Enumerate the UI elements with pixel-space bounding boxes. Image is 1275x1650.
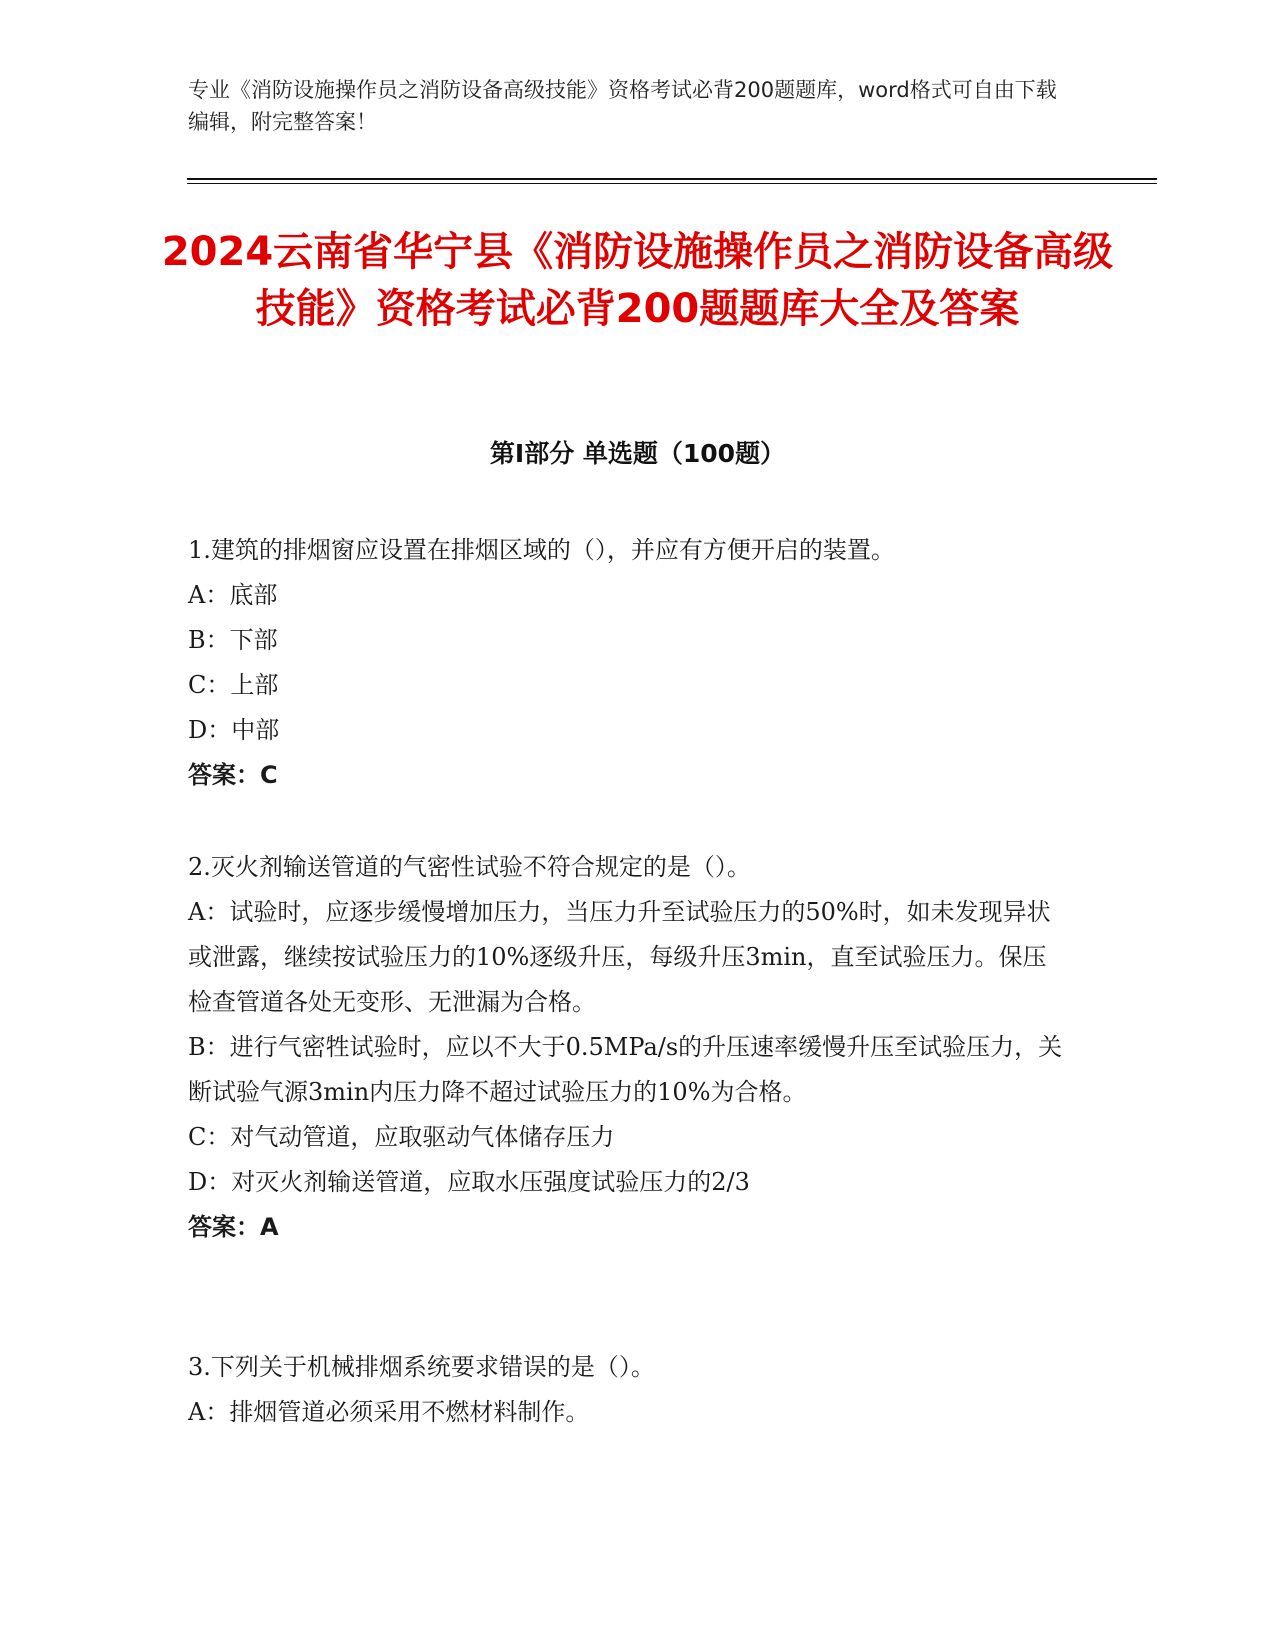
question-3 xyxy=(188,1345,1068,1435)
question-stem: 3.下列关于机械排烟系统要求错误的是（）。 xyxy=(188,1353,655,1381)
question-1 xyxy=(188,528,1068,798)
option-a: A：排烟管道必须采用不燃材料制作。 xyxy=(188,1398,590,1426)
option-d: D：对灭火剂输送管道，应取水压强度试验压力的2/3 xyxy=(188,1168,750,1196)
option-b: B：进行气密牲试验时，应以不大于0.5MPa/s的升压速率缓慢升压至试验压力，关断试验气源3min内压力降不超过试验压力的10%为合格。 xyxy=(188,1033,1063,1106)
question-2 xyxy=(188,845,1068,1250)
header-note: 专业《消防设施操作员之消防设备高级技能》资格考试必背200题题库，word格式可自由下载编辑，附完整答案！ xyxy=(188,78,1057,134)
answer: 答案：A xyxy=(188,1213,279,1241)
question-stem: 1.建筑的排烟窗应设置在排烟区域的（），并应有方便开启的装置。 xyxy=(188,536,895,564)
header-divider-thin xyxy=(187,183,1157,184)
option-c: C：对气动管道，应取驱动气体储存压力 xyxy=(188,1123,615,1151)
document-title: 2024云南省华宁县《消防设施操作员之消防设备高级技能》资格考试必背200题题库大全及答案 xyxy=(161,229,1114,332)
option-a: A：底部 xyxy=(188,581,278,609)
section-title: 第I部分 单选题（100题） xyxy=(489,439,786,468)
option-b: B：下部 xyxy=(188,626,278,654)
question-stem: 2.灭火剂输送管道的气密性试验不符合规定的是（）。 xyxy=(188,853,751,881)
answer: 答案：C xyxy=(188,761,278,789)
option-d: D：中部 xyxy=(188,716,280,744)
option-c: C：上部 xyxy=(188,671,279,699)
header-divider xyxy=(187,178,1157,180)
option-a: A：试验时，应逐步缓慢增加压力，当压力升至试验压力的50%时，如未发现异状或泄露，继续按试验压力的10%逐级升压，每级升压3min，直至试验压力。保压检查管道各处无变形、无泄漏为合格。 xyxy=(188,898,1051,1016)
